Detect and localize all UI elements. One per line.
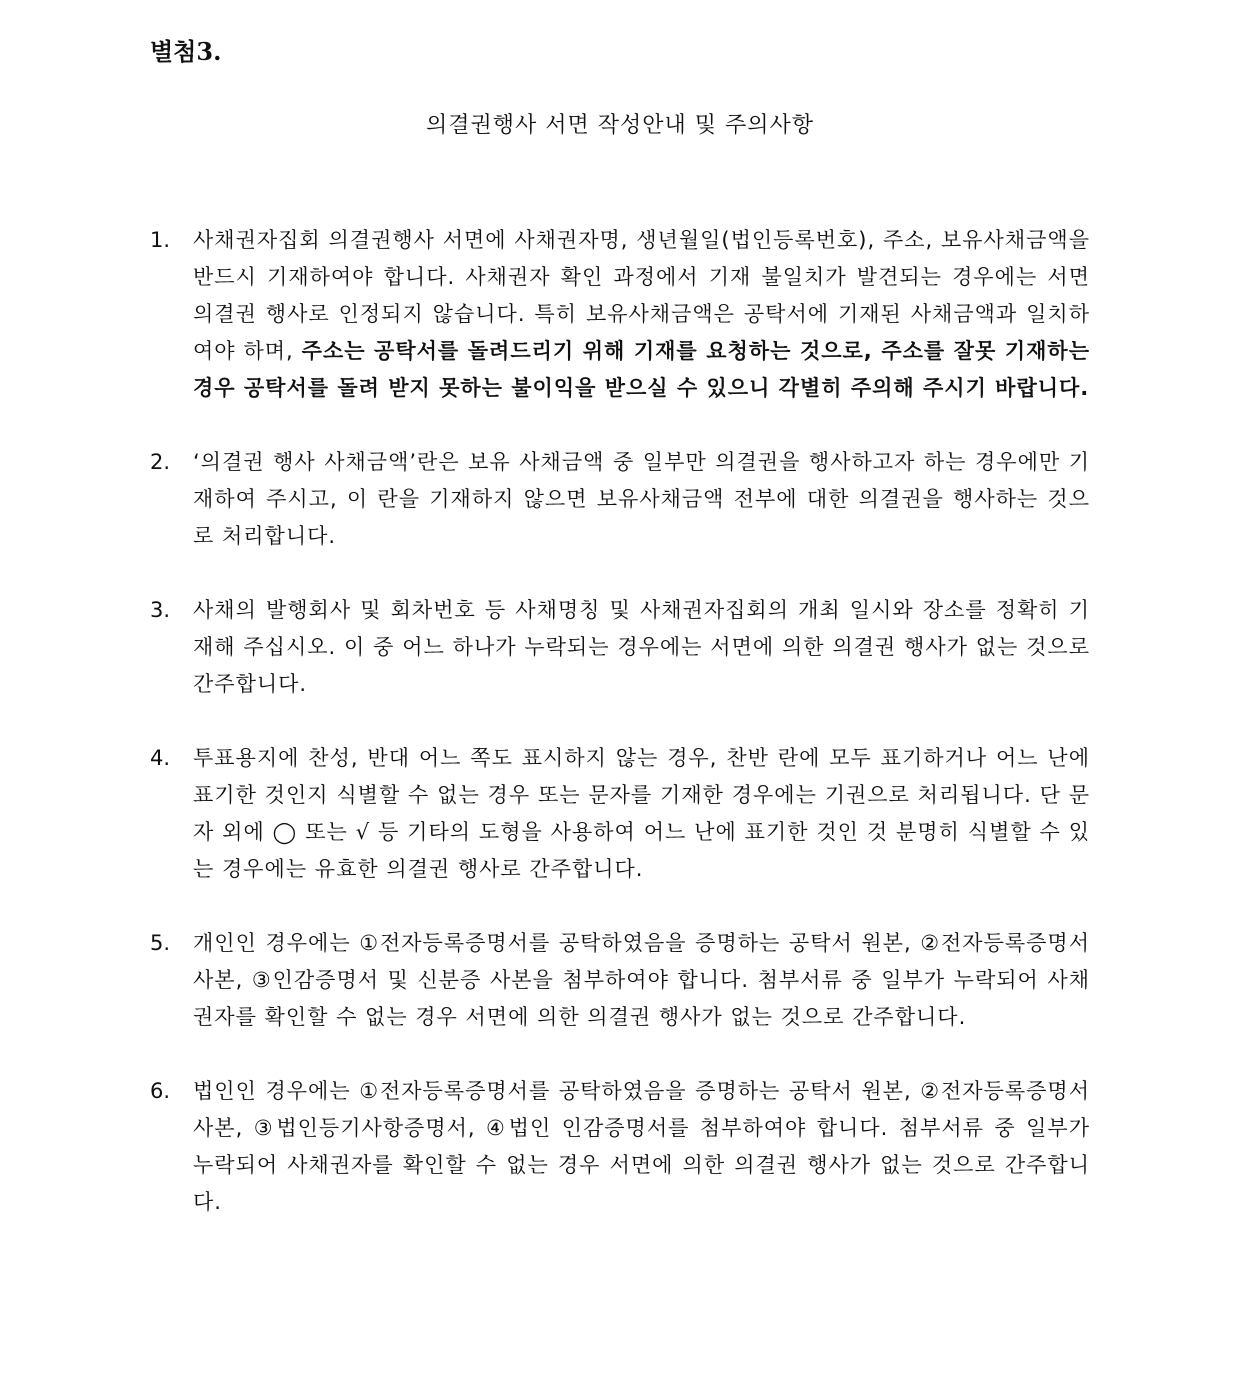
instruction-item-2 bbox=[150, 444, 1090, 555]
item-number: 4. bbox=[150, 746, 171, 770]
instruction-list bbox=[150, 222, 1090, 1221]
emphasis-text: 주소는 공탁서를 돌려드리기 위해 기재를 요청하는 것으로, 주소를 잘못 기재하는 경우 공탁서를 돌려 받지 못하는 불이익을 받으실 수 있으니 각별히 주의해 주시기 바랍니다. bbox=[193, 339, 1091, 400]
item-number: 2. bbox=[150, 450, 171, 474]
instruction-item-1 bbox=[150, 222, 1090, 407]
instruction-item-5 bbox=[150, 925, 1090, 1036]
item-text: 사채의 발행회사 및 회차번호 등 사채명칭 및 사채권자집회의 개최 일시와 장소를 정확히 기재해 주십시오. 이 중 어느 하나가 누락되는 경우에는 서면에 의한 의결권 행사가 없는 것으로 간주합니다. bbox=[193, 598, 1090, 696]
document-title: 의결권행사 서면 작성안내 및 주의사항 bbox=[425, 113, 814, 138]
item-body: 사채권자집회 의결권행사 서면에 사채권자명, 생년월일(법인등록번호), 주소, 보유사채금액을 반드시 기재하여야 합니다. 사채권자 확인 과정에서 기재 불일치가 발견되는 경우에는 서면 의결권 행사로 인정되지 않습니다. 특히 보유사채금액은 공탁서에 기재된 사채금액과 일치하여야 하며, bbox=[193, 228, 1090, 363]
item-text: 개인인 경우에는 ①전자등록증명서를 공탁하였음을 증명하는 공탁서 원본, ②전자등록증명서 사본, ③인감증명서 및 신분증 사본을 첨부하여야 합니다. 첨부서류 중 일부가 누락되어 사채권자를 확인할 수 없는 경우 서면에 의한 의결권 행사가 없는 것으로 간주합니다. bbox=[193, 931, 1090, 1029]
item-number: 3. bbox=[150, 598, 171, 622]
item-text bbox=[193, 222, 1090, 407]
item-number: 6. bbox=[150, 1079, 171, 1103]
instruction-item-4 bbox=[150, 740, 1090, 888]
instruction-item-6 bbox=[150, 1073, 1090, 1221]
attachment-label: 별첨3. bbox=[150, 37, 222, 66]
item-text: 법인인 경우에는 ①전자등록증명서를 공탁하였음을 증명하는 공탁서 원본, ②전자등록증명서 사본, ③법인등기사항증명서, ④법인 인감증명서를 첨부하여야 합니다. 첨부서류 중 일부가 누락되어 사채권자를 확인할 수 없는 경우 서면에 의한 의결권 행사가 없는 것으로 간주합니다. bbox=[193, 1079, 1090, 1214]
item-number: 5. bbox=[150, 931, 171, 955]
item-text: ‘의결권 행사 사채금액’란은 보유 사채금액 중 일부만 의결권을 행사하고자 하는 경우에만 기재하여 주시고, 이 란을 기재하지 않으면 보유사채금액 전부에 대한 의결권을 행사하는 것으로 처리합니다. bbox=[193, 450, 1090, 548]
instruction-item-3 bbox=[150, 592, 1090, 703]
item-number: 1. bbox=[150, 228, 171, 252]
item-text: 투표용지에 찬성, 반대 어느 쪽도 표시하지 않는 경우, 찬반 란에 모두 표기하거나 어느 난에 표기한 것인지 식별할 수 없는 경우 또는 문자를 기재한 경우에는 기권으로 처리됩니다. 단 문자 외에 ◯ 또는 √ 등 기타의 도형을 사용하여 어느 난에 표기한 것인 것 분명히 식별할 수 있는 경우에는 유효한 의결권 행사로 간주합니다. bbox=[193, 746, 1090, 881]
